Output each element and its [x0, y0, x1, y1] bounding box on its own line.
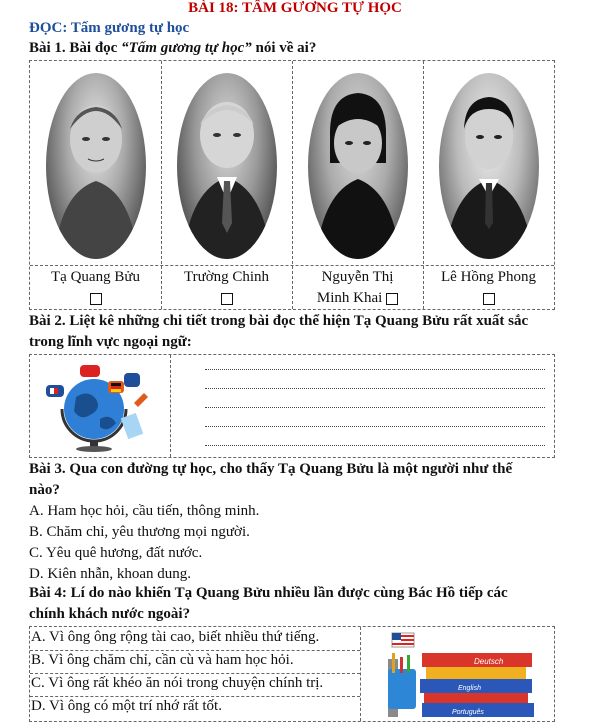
question-4-line2: chính khách nước ngoài?	[29, 606, 191, 622]
portrait-table	[29, 60, 555, 310]
q1-suffix: nói về ai?	[251, 40, 317, 56]
q3-option-d[interactable]: D. Kiên nhẫn, khoan dung.	[29, 566, 192, 582]
person-4-checkbox[interactable]	[423, 290, 554, 307]
lesson-title: BÀI 18: TẤM GƯƠNG TỰ HỌC	[188, 0, 402, 16]
reading-title: ĐỌC: Tấm gương tự học	[29, 20, 190, 36]
portrait-2-image	[177, 73, 277, 259]
q3-option-c[interactable]: C. Yêu quê hương, đất nước.	[29, 545, 203, 561]
person-1-name: Tạ Quang Bửu	[51, 269, 140, 285]
globe-illustration-icon	[44, 363, 154, 453]
question-1	[29, 40, 316, 57]
person-3-checkbox[interactable]	[386, 293, 398, 305]
books-illustration-icon	[382, 629, 542, 719]
person-1-checkbox[interactable]	[30, 290, 161, 307]
answer-box-2	[29, 354, 555, 458]
person-2-name: Trường Chinh	[183, 269, 270, 285]
question-2-line1: Bài 2. Liệt kê những chi tiết trong bài đọc thể hiện Tạ Quang Bửu rất xuất sắc	[29, 313, 529, 329]
portrait-4-image	[439, 73, 539, 259]
book-label-english: English	[458, 685, 481, 692]
question-3-line1: Bài 3. Qua con đường tự học, cho thấy Tạ Quang Bửu là một người như thế	[29, 461, 513, 477]
person-2-checkbox[interactable]	[161, 290, 292, 307]
person-3-name-line2: Minh Khai	[292, 290, 423, 307]
question-2-line2: trong lĩnh vực ngoại ngữ:	[29, 334, 192, 350]
q3-option-a[interactable]: A. Ham học hỏi, cầu tiến, thông minh.	[29, 503, 260, 519]
person-3-name: Nguyễn Thị	[321, 269, 394, 285]
q4-option-c[interactable]: C. Vì ông rất khéo ăn nói trong chuyện chính trị.	[31, 675, 324, 691]
q1-quote: “Tấm gương tự học”	[121, 40, 252, 56]
q4-option-b[interactable]: B. Vì ông chăm chỉ, cần cù và ham học hỏi.	[31, 652, 294, 668]
book-label-portugues: Português	[452, 709, 484, 716]
q3-option-b[interactable]: B. Chăm chỉ, yêu thương mọi người.	[29, 524, 250, 540]
question-3-line2: nào?	[29, 482, 60, 498]
portrait-3-image	[308, 73, 408, 259]
question-4-line1: Bài 4: Lí do nào khiến Tạ Quang Bửu nhiều lần được cùng Bác Hồ tiếp các	[29, 585, 508, 601]
q1-prefix: Bài 1. Bài đọc	[29, 40, 122, 56]
book-label-deutsch: Deutsch	[474, 657, 504, 666]
q4-option-d[interactable]: D. Vì ông có một trí nhớ rất tốt.	[31, 698, 222, 714]
person-4-name: Lê Hồng Phong	[441, 269, 536, 285]
portrait-1-image	[46, 73, 146, 259]
q4-option-a[interactable]: A. Vì ông ông rộng tài cao, biết nhiều thứ tiếng.	[31, 629, 320, 645]
answer-box-4	[29, 626, 555, 722]
